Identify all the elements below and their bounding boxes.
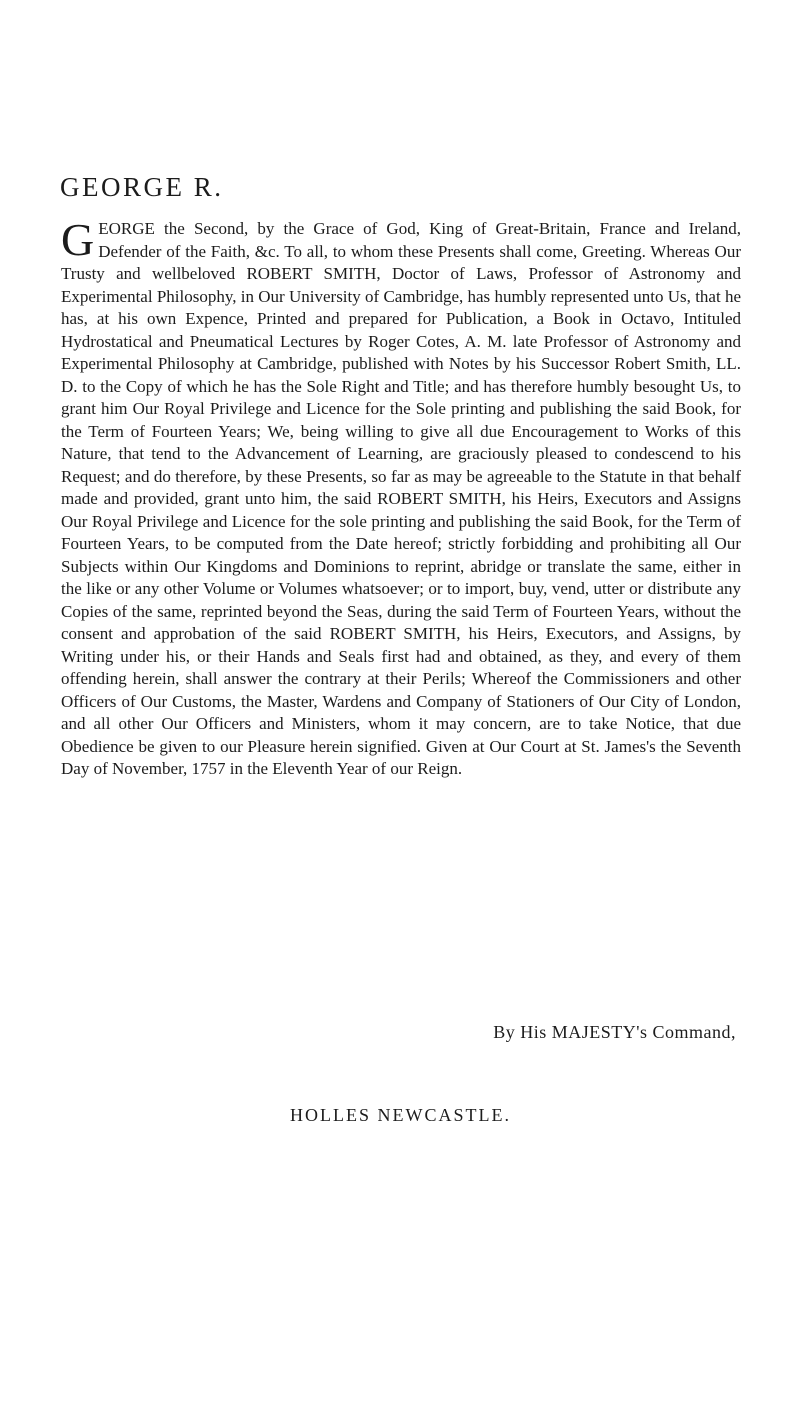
majesty-command: By His MAJESTY's Command, [493,1022,736,1042]
licence-text [61,214,741,781]
signatory-name: HOLLES NEWCASTLE. [290,1105,511,1125]
royal-heading: GEORGE R. [60,172,224,202]
drop-cap: G [61,214,95,265]
licence-body: EORGE the Second, by the Grace of God, King of Great-Britain, France and Ireland, Defender of the Faith, &c. To all, to whom these Presents shall come, Greeting. Whereas Our Trusty and wellbeloved ROBERT SMITH, Doctor of Laws, Professor of Astronomy and Experimental Philosophy, in Our University of Cambridge, has humbly represented unto Us, that he has, at his own Expence, Printed and prepared for Publication, a Book in Octavo, Intituled Hydrostatical and Pneumatical Lectures by Roger Cotes, A. M. late Professor of Astronomy and Experimental Philosophy at Cambridge, published with Notes by his Successor Robert Smith, LL. D. to the Copy of which he has the Sole Right and Title; and has therefore humbly besought Us, to grant him Our Royal Privilege and Licence for the Sole printing and publishing the said Book, for the Term of Fourteen Years; We, being willing to give all due Encouragement to Works of this Nature, that tend to the Advancement of Learning, are graciously pleased to condescend to his Request; and do therefore, by these Presents, so far as may be agreeable to the Statute in that behalf made and provided, grant unto him, the said ROBERT SMITH, his Heirs, Executors and Assigns Our Royal Privilege and Licence for the sole printing and publishing the said Book, for the Term of Fourteen Years, to be computed from the Date hereof; strictly forbidding and prohibiting all Our Subjects within Our Kingdoms and Dominions to reprint, abridge or translate the same, either in the like or any other Volume or Volumes whatsoever; or to import, buy, vend, utter or distribute any Copies of the same, reprinted beyond the Seas, during the said Term of Fourteen Years, without the consent and approbation of the said ROBERT SMITH, his Heirs, Executors, and Assigns, by Writing under his, or their Hands and Seals first had and obtained, as they, and every of them offending herein, shall answer the contrary at their Perils; Whereof the Commissioners and other Officers of Our Customs, the Master, Wardens and Company of Stationers of Our City of London, and all other Our Officers and Ministers, whom it may concern, are to take Notice, that due Obedience be given to our Pleasure herein signified. Given at Our Court at St. James's the Seventh Day of November, 1757 in the Eleventh Year of our Reign. [61,219,741,778]
